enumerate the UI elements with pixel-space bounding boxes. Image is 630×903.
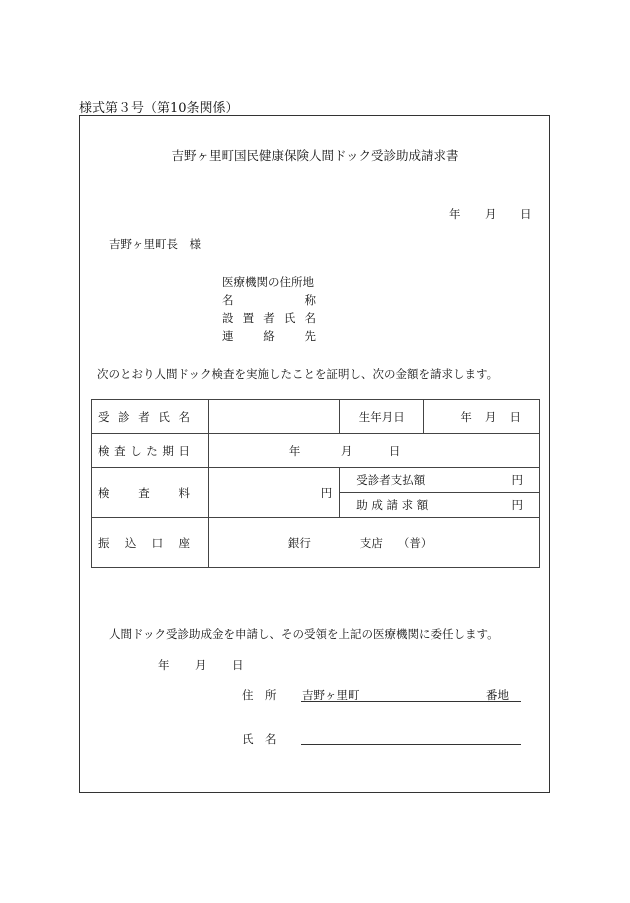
certification-text: 次のとおり人間ドック検査を実施したことを証明し、次の金額を請求します。 bbox=[97, 367, 499, 381]
form-title: 吉野ヶ里町国民健康保険人間ドック受診助成請求書 bbox=[171, 148, 459, 163]
institution-address-label: 医療機関の住所地 bbox=[222, 275, 314, 289]
subsidy-claim-label: 助 成 請 求 額 bbox=[356, 498, 429, 512]
birth-day-unit: 日 bbox=[509, 409, 521, 424]
institution-name-label bbox=[222, 292, 316, 308]
exam-fee-field[interactable] bbox=[208, 468, 339, 518]
institution-founder-label bbox=[222, 310, 316, 326]
subsidy-claim-field[interactable] bbox=[340, 493, 540, 518]
header-date-month: 月 bbox=[485, 207, 497, 221]
examinee-paid-field[interactable] bbox=[340, 468, 540, 493]
institution-name-2: 称 bbox=[304, 293, 316, 307]
table-row-examinee bbox=[92, 400, 540, 434]
birth-month-unit: 月 bbox=[484, 409, 497, 424]
bank-label: 銀行 bbox=[287, 535, 311, 550]
founder-c5: 名 bbox=[304, 311, 316, 325]
account-type-label: （普） bbox=[397, 535, 433, 550]
applicant-date-month: 月 bbox=[195, 658, 207, 672]
examinee-name-field[interactable] bbox=[208, 400, 339, 434]
table-row-fee-1 bbox=[92, 468, 540, 493]
exam-fee-label: 検 査 料 bbox=[92, 468, 209, 518]
form-number-label: 様式第３号（第10条関係） bbox=[79, 101, 239, 116]
applicant-date-day: 日 bbox=[232, 658, 244, 672]
table-row-account bbox=[92, 518, 540, 568]
founder-c3: 者 bbox=[263, 311, 275, 325]
founder-c4: 氏 bbox=[283, 311, 296, 325]
applicant-address-label: 住 所 bbox=[242, 688, 277, 702]
examinee-paid-label: 受診者支払額 bbox=[356, 473, 426, 487]
exam-date-field[interactable] bbox=[208, 434, 539, 468]
birth-date-label: 生年月日 bbox=[340, 400, 424, 434]
applicant-date-year: 年 bbox=[158, 658, 170, 672]
branch-label: 支店 bbox=[359, 535, 383, 550]
applicant-name-label: 氏 名 bbox=[242, 732, 277, 746]
exam-fee-yen: 円 bbox=[320, 485, 333, 500]
founder-c1: 設 bbox=[222, 311, 234, 325]
institution-name-1: 名 bbox=[222, 293, 234, 307]
delegation-text: 人間ドック受診助成金を申請し、その受領を上記の医療機関に委任します。 bbox=[109, 627, 499, 641]
founder-c2: 置 bbox=[242, 311, 255, 325]
examinee-paid-yen: 円 bbox=[511, 473, 523, 487]
exam-year-unit: 年 bbox=[288, 443, 301, 458]
claim-table bbox=[91, 399, 540, 568]
address-underline[interactable] bbox=[301, 701, 521, 702]
name-underline[interactable] bbox=[301, 744, 521, 745]
subsidy-claim-yen: 円 bbox=[511, 498, 523, 512]
applicant-town: 吉野ヶ里町 bbox=[302, 688, 360, 702]
contact-c3: 先 bbox=[304, 329, 316, 343]
institution-contact-label bbox=[222, 328, 316, 344]
addressee: 吉野ヶ里町長 様 bbox=[109, 237, 201, 251]
transfer-account-label: 振 込 口 座 bbox=[92, 518, 209, 568]
applicant-banchi: 番地 bbox=[486, 688, 509, 702]
contact-c1: 連 bbox=[222, 329, 234, 343]
table-row-exam-date bbox=[92, 434, 540, 468]
birth-year-unit: 年 bbox=[460, 409, 472, 424]
header-date-year: 年 bbox=[449, 207, 461, 221]
exam-month-unit: 月 bbox=[340, 443, 353, 458]
exam-day-unit: 日 bbox=[388, 443, 401, 458]
examinee-name-label: 受 診 者 氏 名 bbox=[92, 400, 209, 434]
transfer-account-field[interactable] bbox=[208, 518, 539, 568]
contact-c2: 絡 bbox=[263, 329, 275, 343]
birth-date-field[interactable] bbox=[424, 400, 540, 434]
header-date-day: 日 bbox=[520, 207, 532, 221]
exam-date-label: 検 査 し た 期 日 bbox=[92, 434, 209, 468]
